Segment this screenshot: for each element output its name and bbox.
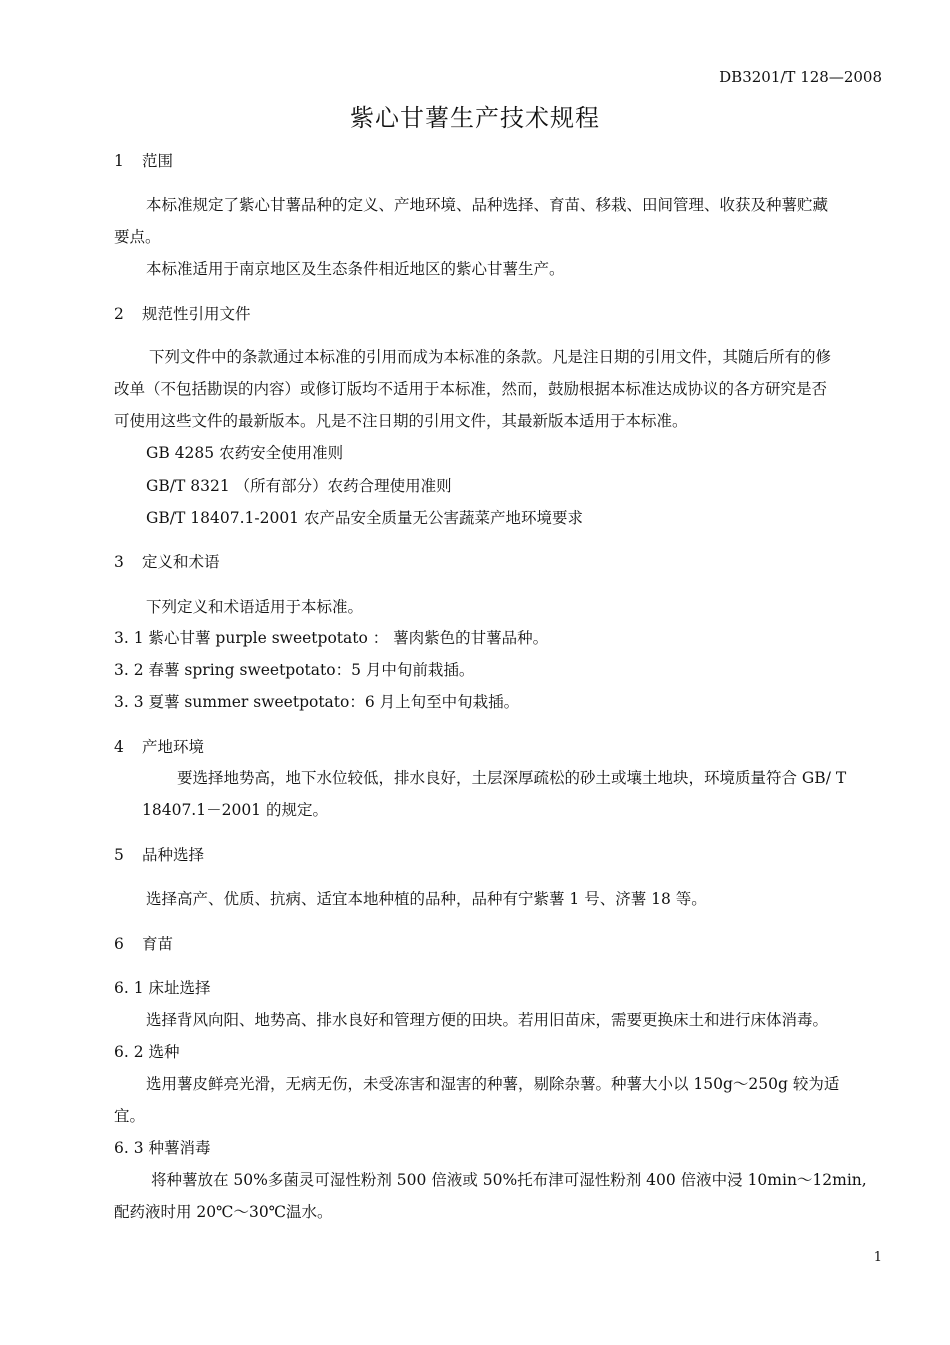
paragraph: 本标准规定了紫心甘薯品种的定义、产地环境、品种选择、育苗、移栽、田间管理、收获及种薯贮藏 (146, 196, 829, 214)
definition-item: 3. 3 夏薯 summer sweetpotato：6 月上旬至中旬栽插。 (114, 693, 520, 711)
paragraph: 可使用这些文件的最新版本。凡是不注日期的引用文件，其最新版本适用于本标准。 (114, 412, 688, 430)
paragraph: 本标准适用于南京地区及生态条件相近地区的紫心甘薯生产。 (146, 260, 565, 278)
reference-item: GB 4285 农药安全使用准则 (146, 444, 344, 462)
paragraph: 选用薯皮鲜亮光滑，无病无伤，未受冻害和湿害的种薯，剔除杂薯。种薯大小以 150g～250g 较为适 (146, 1075, 840, 1093)
paragraph: 改单（不包括勘误的内容）或修订版均不适用于本标准，然而，鼓励根据本标准达成协议的各方研究是否 (114, 380, 828, 398)
paragraph: 下列定义和术语适用于本标准。 (146, 598, 364, 616)
paragraph: 宜。 (114, 1107, 146, 1125)
subsection-heading: 6. 3 种薯消毒 (114, 1139, 211, 1157)
paragraph: 将种薯放在 50%多菌灵可湿性粉剂 500 倍液或 50%托布津可湿性粉剂 400 倍液中浸 10min～12min, (151, 1171, 867, 1189)
paragraph: 配药液时用 20℃～30℃温水。 (114, 1203, 333, 1221)
section-5-heading: 5 品种选择 (114, 846, 205, 864)
section-6-heading: 6 育苗 (114, 935, 174, 953)
paragraph: 下列文件中的条款通过本标准的引用而成为本标准的条款。凡是注日期的引用文件，其随后所有的修 (149, 348, 832, 366)
section-2-heading: 2 规范性引用文件 (114, 305, 251, 323)
section-4-heading: 4 产地环境 (114, 738, 205, 756)
section-3-heading: 3 定义和术语 (114, 553, 220, 571)
paragraph: 要选择地势高，地下水位较低，排水良好，土层深厚疏松的砂土或壤土地块，环境质量符合 GB/ T (177, 769, 847, 787)
section-1-heading: 1 范围 (114, 152, 174, 170)
page-number: 1 (873, 1250, 882, 1265)
reference-item: GB/T 18407.1-2001 农产品安全质量无公害蔬菜产地环境要求 (146, 509, 583, 527)
definition-item: 3. 1 紫心甘薯 purple sweetpotato ： 薯肉紫色的甘薯品种。 (114, 629, 549, 647)
paragraph: 选择背风向阳、地势高、排水良好和管理方便的田块。若用旧苗床，需要更换床土和进行床体消毒。 (146, 1011, 829, 1029)
reference-item: GB/T 8321 （所有部分）农药合理使用准则 (146, 477, 452, 495)
paragraph: 要点。 (114, 228, 161, 246)
paragraph: 18407.1－2001 的规定。 (142, 801, 328, 819)
document-code: DB3201/T 128—2008 (719, 68, 882, 86)
definition-item: 3. 2 春薯 spring sweetpotato：5 月中旬前栽插。 (114, 661, 475, 679)
paragraph: 选择高产、优质、抗病、适宜本地种植的品种，品种有宁紫薯 1 号、济薯 18 等。 (146, 890, 707, 908)
subsection-heading: 6. 1 床址选择 (114, 979, 211, 997)
document-title: 紫心甘薯生产技术规程 (350, 104, 600, 132)
subsection-heading: 6. 2 选种 (114, 1043, 180, 1061)
